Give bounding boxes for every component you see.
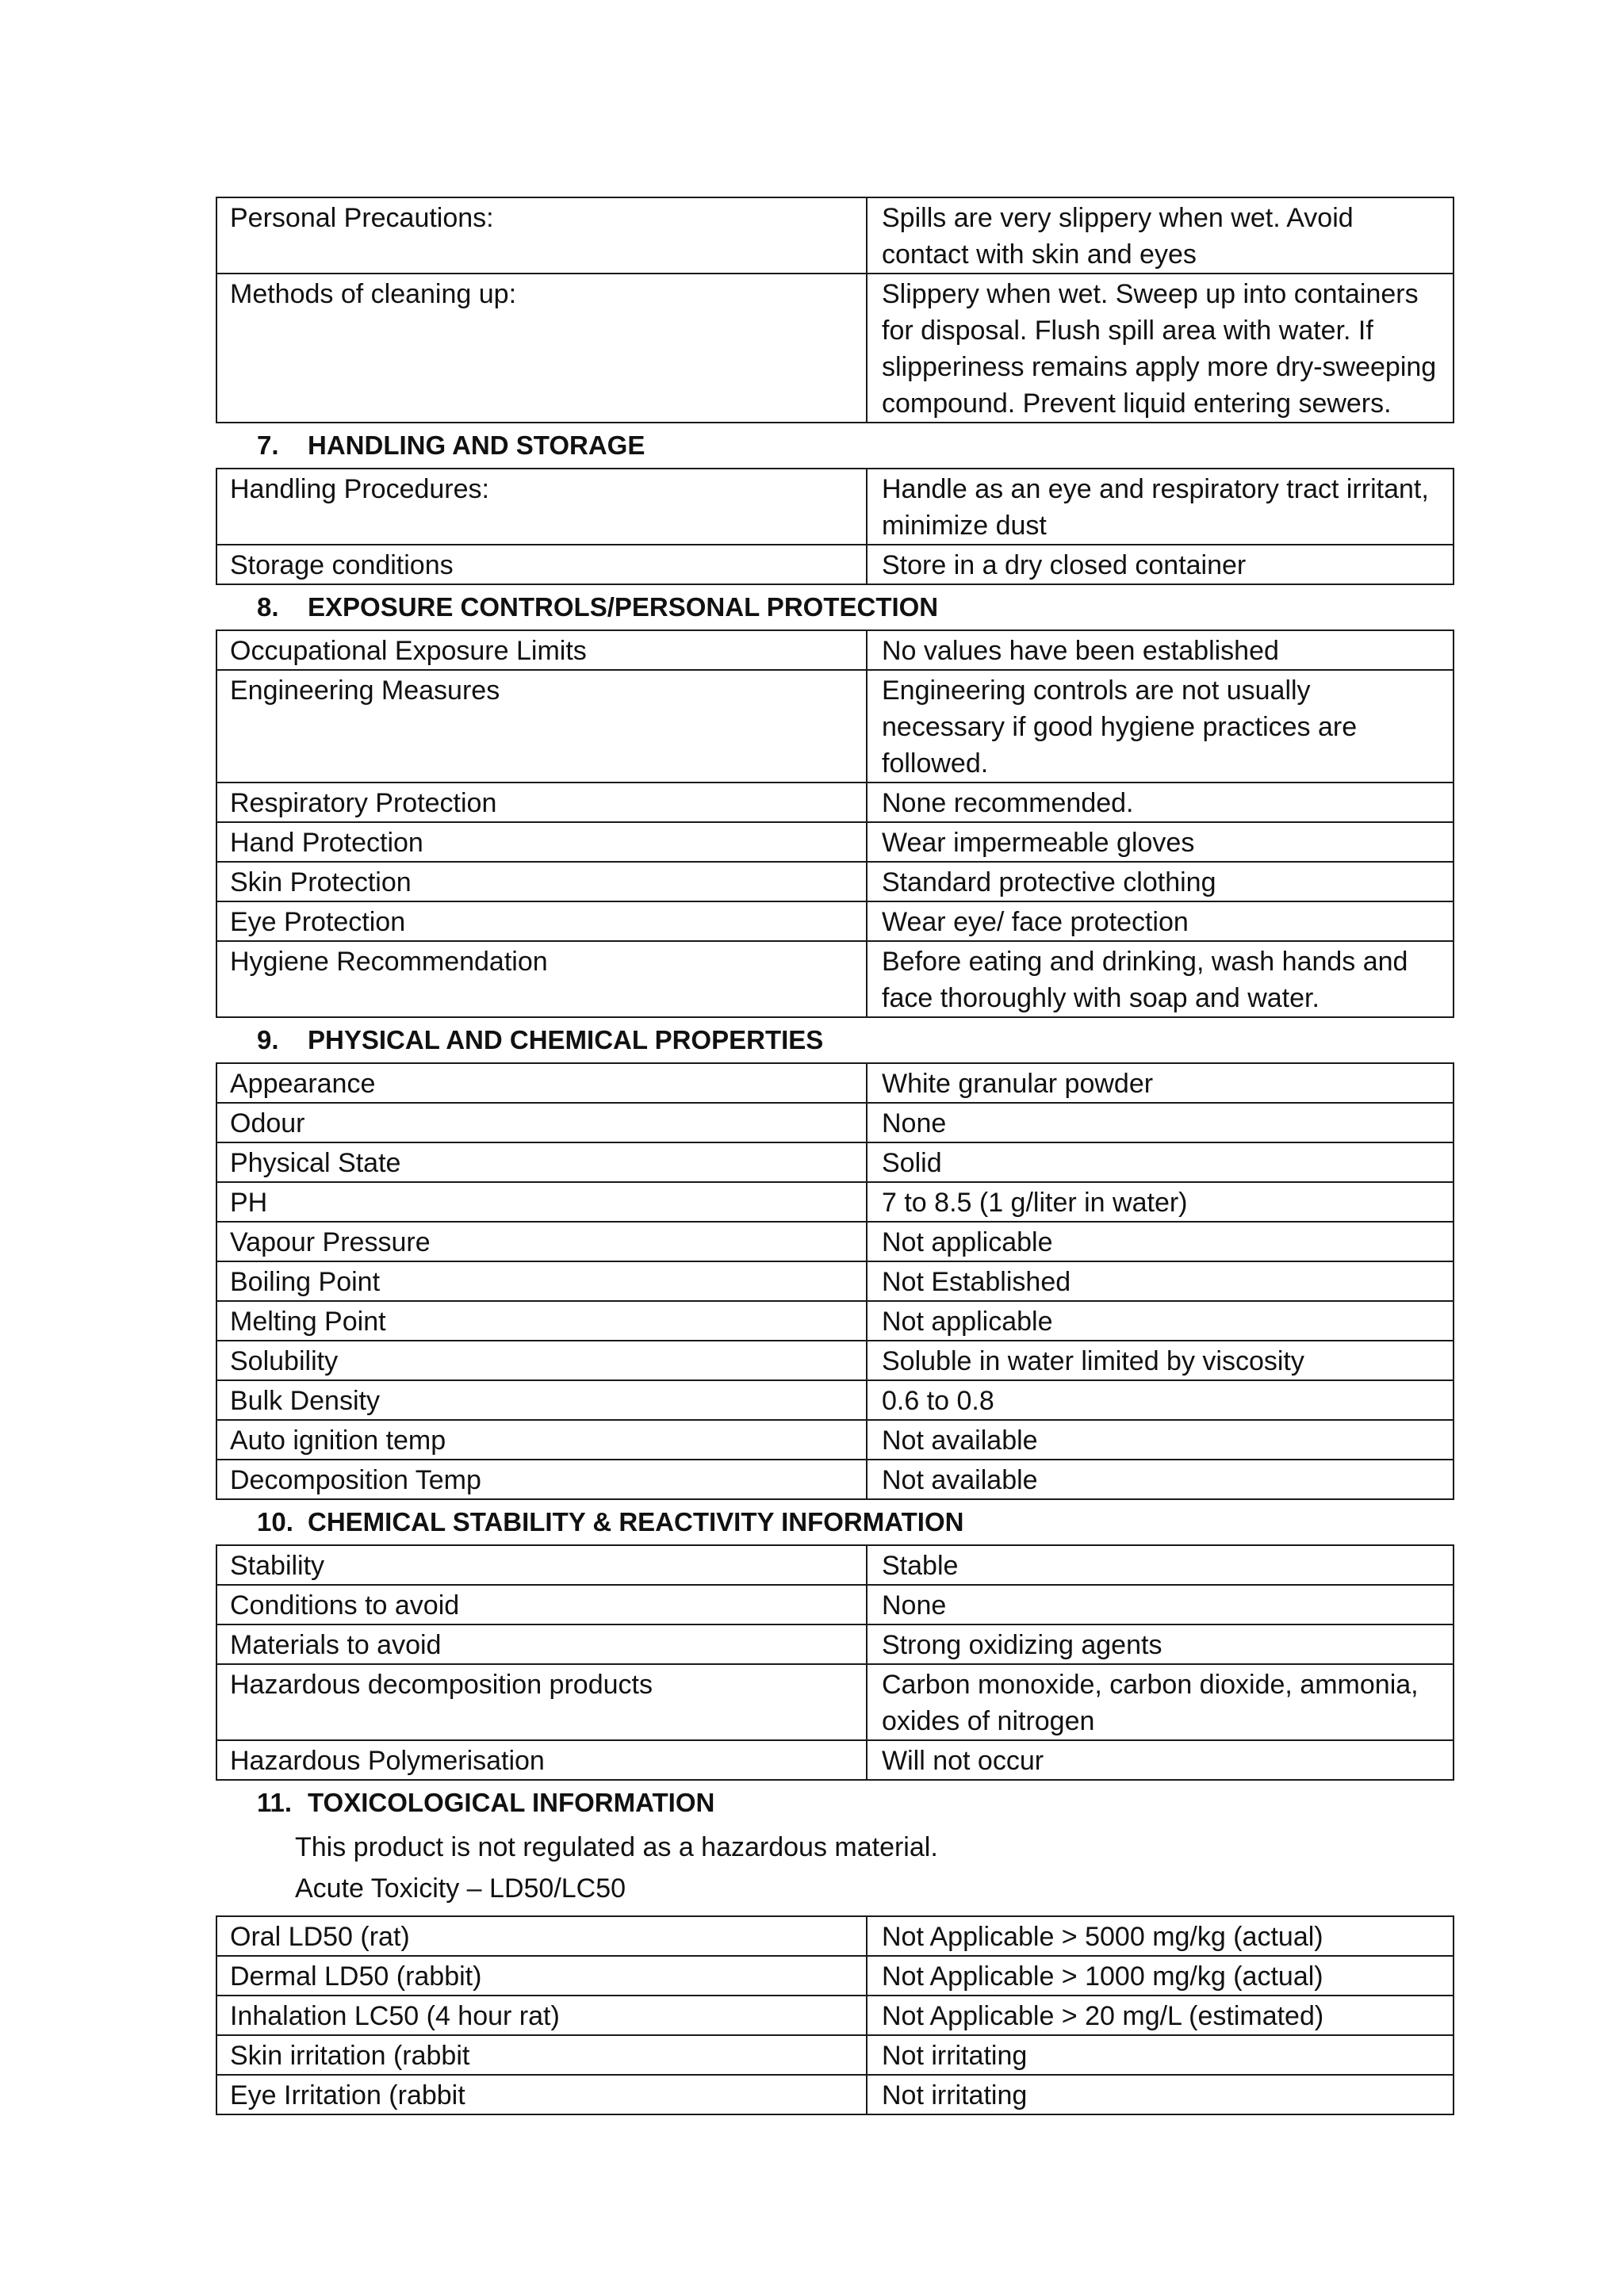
row-label: Odour <box>216 1103 867 1142</box>
row-value: 7 to 8.5 (1 g/liter in water) <box>867 1182 1454 1222</box>
table-row <box>216 469 1454 545</box>
table-row <box>216 1956 1454 1996</box>
table-row <box>216 2035 1454 2075</box>
table-row <box>216 1740 1454 1780</box>
section-title: CHEMICAL STABILITY & REACTIVITY INFORMATION <box>308 1507 964 1536</box>
row-value: Spills are very slippery when wet. Avoid contact with skin and eyes <box>867 197 1454 274</box>
row-label: Hygiene Recommendation <box>216 941 867 1017</box>
toxicology-notes <box>216 1825 1453 1915</box>
physical-chemical-table <box>216 1062 1454 1500</box>
row-label: Auto ignition temp <box>216 1420 867 1460</box>
table-row <box>216 1103 1454 1142</box>
section-heading-stability-reactivity <box>216 1500 1453 1544</box>
row-value: Solid <box>867 1142 1454 1182</box>
row-value: Stable <box>867 1545 1454 1585</box>
row-label: Methods of cleaning up: <box>216 274 867 423</box>
row-label: Hazardous Polymerisation <box>216 1740 867 1780</box>
row-value: Will not occur <box>867 1740 1454 1780</box>
row-value: Engineering controls are not usually necessary if good hygiene practices are followed. <box>867 670 1454 783</box>
row-value: Not Applicable > 5000 mg/kg (actual) <box>867 1916 1454 1956</box>
row-value: Not Established <box>867 1261 1454 1301</box>
table-row <box>216 783 1454 822</box>
section-heading-toxicological <box>216 1781 1453 1825</box>
section-number: 9. <box>257 1025 279 1054</box>
section-title: HANDLING AND STORAGE <box>308 430 645 460</box>
regulatory-statement: This product is not regulated as a hazardous material. <box>295 1832 938 1862</box>
table-row <box>216 1545 1454 1585</box>
table-row <box>216 1916 1454 1956</box>
row-label: Materials to avoid <box>216 1624 867 1664</box>
row-label: Solubility <box>216 1341 867 1380</box>
row-label: Inhalation LC50 (4 hour rat) <box>216 1996 867 2035</box>
row-label: Melting Point <box>216 1301 867 1341</box>
table-row <box>216 1142 1454 1182</box>
handling-storage-table <box>216 468 1454 585</box>
row-value: Handle as an eye and respiratory tract irritant, minimize dust <box>867 469 1454 545</box>
row-label: Dermal LD50 (rabbit) <box>216 1956 867 1996</box>
toxicology-table <box>216 1915 1454 2115</box>
table-row <box>216 1460 1454 1499</box>
section-heading-physical-chemical <box>216 1018 1453 1062</box>
table-row <box>216 1996 1454 2035</box>
row-value: 0.6 to 0.8 <box>867 1380 1454 1420</box>
row-label: Hazardous decomposition products <box>216 1664 867 1740</box>
row-label: Boiling Point <box>216 1261 867 1301</box>
table-row <box>216 1380 1454 1420</box>
table-row <box>216 2075 1454 2114</box>
row-label: PH <box>216 1182 867 1222</box>
table-row <box>216 1664 1454 1740</box>
row-label: Eye Irritation (rabbit <box>216 2075 867 2114</box>
section-number: 7. <box>257 430 279 460</box>
row-value: Not irritating <box>867 2075 1454 2114</box>
stability-reactivity-table <box>216 1544 1454 1781</box>
row-label: Decomposition Temp <box>216 1460 867 1499</box>
section-title: TOXICOLOGICAL INFORMATION <box>308 1788 715 1817</box>
table-row <box>216 862 1454 901</box>
section-number: 8. <box>257 592 279 622</box>
row-label: Stability <box>216 1545 867 1585</box>
table-row <box>216 901 1454 941</box>
section-title: EXPOSURE CONTROLS/PERSONAL PROTECTION <box>308 592 939 622</box>
table-row <box>216 197 1454 274</box>
row-value: Before eating and drinking, wash hands and face thoroughly with soap and water. <box>867 941 1454 1017</box>
row-value: No values have been established <box>867 630 1454 670</box>
table-row <box>216 274 1454 423</box>
row-value: Not irritating <box>867 2035 1454 2075</box>
row-value: Not Applicable > 1000 mg/kg (actual) <box>867 1956 1454 1996</box>
row-label: Engineering Measures <box>216 670 867 783</box>
row-label: Hand Protection <box>216 822 867 862</box>
row-value: Carbon monoxide, carbon dioxide, ammonia, oxides of nitrogen <box>867 1664 1454 1740</box>
row-label: Eye Protection <box>216 901 867 941</box>
row-value: None <box>867 1103 1454 1142</box>
table-row <box>216 1301 1454 1341</box>
row-value: Not applicable <box>867 1301 1454 1341</box>
accidental-release-table <box>216 197 1454 423</box>
table-row <box>216 941 1454 1017</box>
row-value: Not applicable <box>867 1222 1454 1261</box>
row-value: Not available <box>867 1460 1454 1499</box>
table-row <box>216 1261 1454 1301</box>
table-row <box>216 1222 1454 1261</box>
table-row <box>216 670 1454 783</box>
row-label: Storage conditions <box>216 545 867 584</box>
row-value: White granular powder <box>867 1063 1454 1103</box>
row-value: None recommended. <box>867 783 1454 822</box>
table-row <box>216 1420 1454 1460</box>
section-title: PHYSICAL AND CHEMICAL PROPERTIES <box>308 1025 824 1054</box>
row-value: Standard protective clothing <box>867 862 1454 901</box>
table-row <box>216 630 1454 670</box>
row-value: Strong oxidizing agents <box>867 1624 1454 1664</box>
table-row <box>216 1182 1454 1222</box>
row-label: Conditions to avoid <box>216 1585 867 1624</box>
row-value: Store in a dry closed container <box>867 545 1454 584</box>
row-label: Skin irritation (rabbit <box>216 2035 867 2075</box>
exposure-controls-table <box>216 629 1454 1018</box>
sds-document <box>216 197 1453 2115</box>
row-value: None <box>867 1585 1454 1624</box>
section-number: 10. <box>257 1507 293 1536</box>
row-label: Personal Precautions: <box>216 197 867 274</box>
row-value: Wear impermeable gloves <box>867 822 1454 862</box>
row-label: Bulk Density <box>216 1380 867 1420</box>
table-row <box>216 545 1454 584</box>
section-number: 11. <box>257 1788 293 1817</box>
table-row <box>216 1624 1454 1664</box>
row-label: Physical State <box>216 1142 867 1182</box>
section-heading-exposure-controls <box>216 585 1453 629</box>
section-heading-handling-storage <box>216 423 1453 468</box>
row-label: Appearance <box>216 1063 867 1103</box>
row-value: Slippery when wet. Sweep up into containers for disposal. Flush spill area with water. If slipperiness remains apply more dry-sweeping compound. Prevent liquid entering sewers. <box>867 274 1454 423</box>
row-label: Skin Protection <box>216 862 867 901</box>
table-row <box>216 822 1454 862</box>
table-row <box>216 1063 1454 1103</box>
row-label: Respiratory Protection <box>216 783 867 822</box>
row-value: Wear eye/ face protection <box>867 901 1454 941</box>
row-label: Oral LD50 (rat) <box>216 1916 867 1956</box>
row-label: Handling Procedures: <box>216 469 867 545</box>
row-value: Soluble in water limited by viscosity <box>867 1341 1454 1380</box>
row-label: Vapour Pressure <box>216 1222 867 1261</box>
row-value: Not Applicable > 20 mg/L (estimated) <box>867 1996 1454 2035</box>
table-row <box>216 1585 1454 1624</box>
row-label: Occupational Exposure Limits <box>216 630 867 670</box>
acute-toxicity-subheading: Acute Toxicity – LD50/LC50 <box>295 1873 626 1904</box>
table-row <box>216 1341 1454 1380</box>
row-value: Not available <box>867 1420 1454 1460</box>
